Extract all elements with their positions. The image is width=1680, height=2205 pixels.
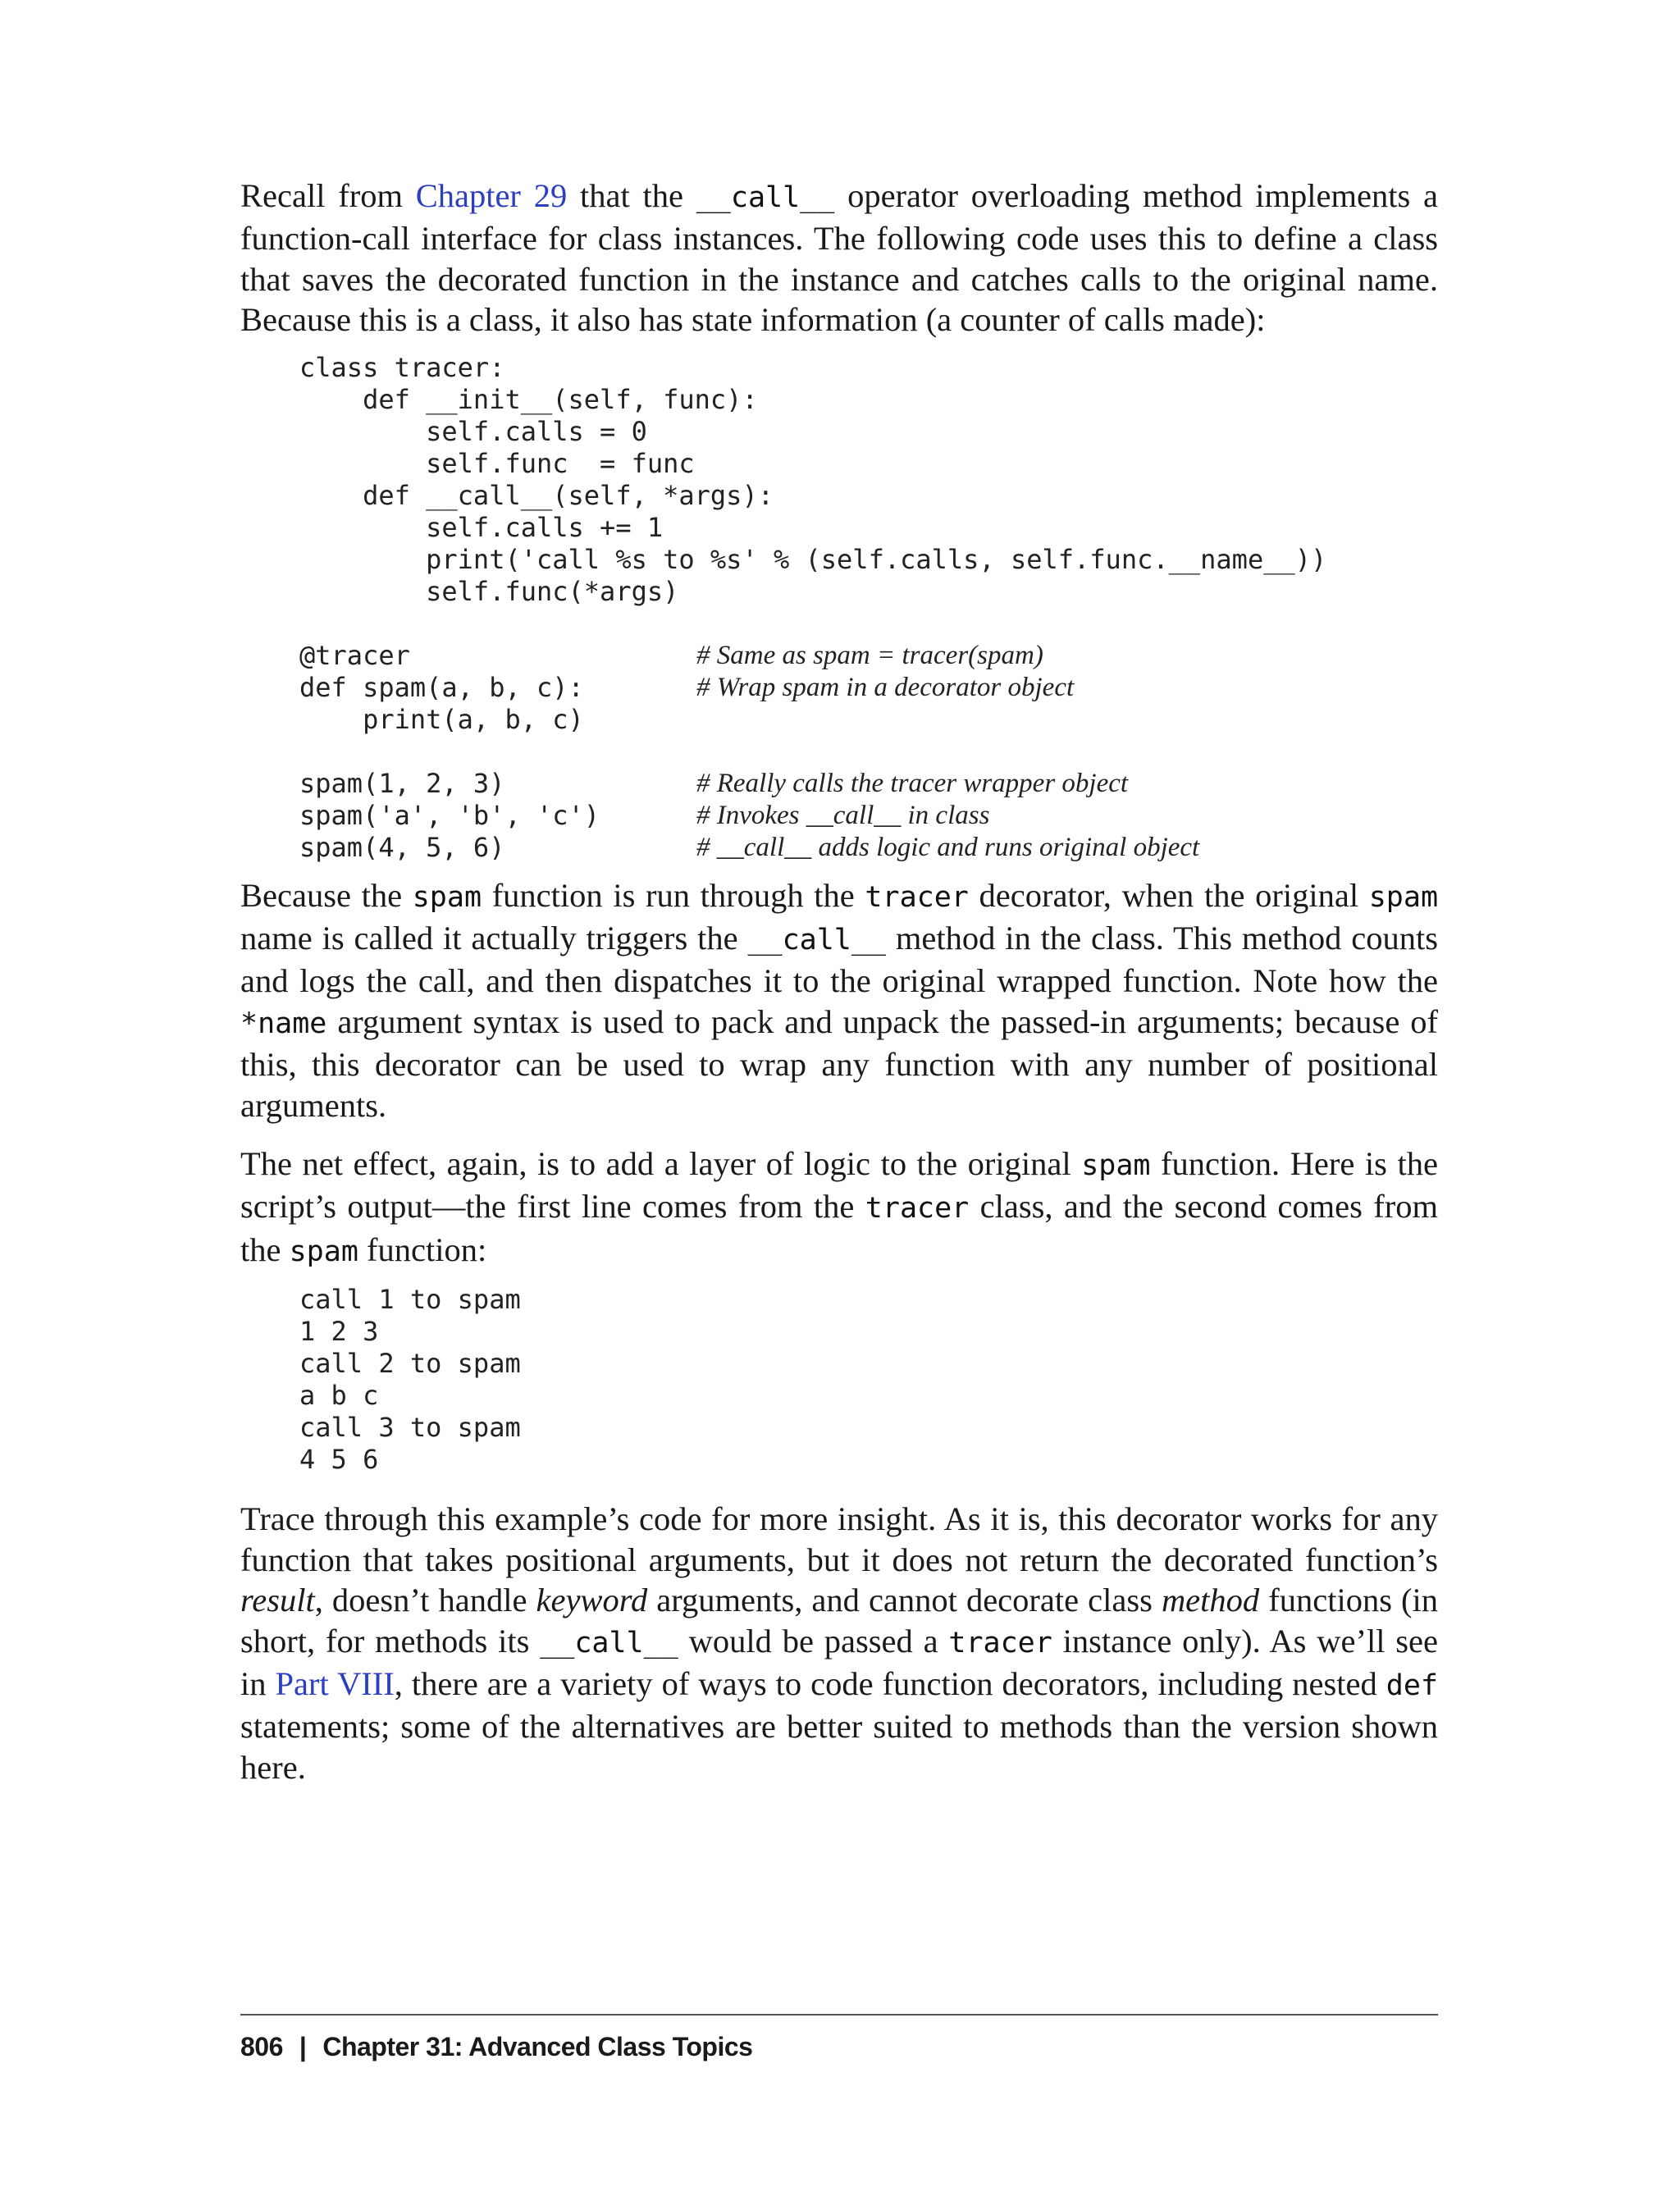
paragraph-explanation: Because the spam function is run through the tracer decorator, when the original spam name is called it actually triggers the __call__ method in the class. This method counts and logs the call, and then dispatches it to the original wrapped function. Note how the *name argument syntax is used to pack and unpack the passed-in arguments; because of this, this decorator can be used to wrap any function with any number of positional arguments. <box>240 876 1439 1124</box>
code-line <box>240 800 1438 832</box>
code-line <box>240 832 1438 864</box>
emphasis: keyword <box>536 1582 648 1619</box>
code-block-tracer-class: class tracer: def __init__(self, func): self.calls = 0 self.func = func def __call__(self, *args): self.calls += 1 print('call %s to %s' % (self.calls, self.func.__name__)) self.func(*args) <box>299 351 1327 607</box>
code-text: spam(4, 5, 6) <box>299 831 505 863</box>
chapter-29-link[interactable]: Chapter 29 <box>415 177 568 214</box>
text: Recall from <box>240 177 416 214</box>
paragraph-trace: Trace through this example’s code for more insight. As it is, this decorator works for any function that takes positional arguments, but it does not return the decorated function’s result, doesn’t handle keyword arguments, and cannot decorate class method functions (in short, for methods its __call__ would be passed a tracer instance only). As we’ll see in Part VIII, there are a variety of ways to code function decorators, including nested def statements; some of the alternatives are better suited to methods than the version shown here. <box>240 1500 1438 1786</box>
text: operator overloading method implements a function-call interface for class instances. The following code uses this to define a class that saves the decorated function in the instance and catches calls to the original name. Because this is a class, it also has state information (a counter of calls made): <box>240 177 1438 339</box>
emphasis: method <box>1161 1582 1260 1619</box>
code-text: def spam(a, b, c): <box>299 671 584 703</box>
code-comment: # __call__ adds logic and runs original object <box>696 832 1200 862</box>
paragraph-net-effect: The net effect, again, is to add a layer of logic to the original spam function. Here is the script’s output—the first line comes from the tracer class, and the second comes from the spam function: <box>240 1145 1438 1268</box>
inline-code: __call__ <box>540 1626 678 1659</box>
chapter-title: Chapter 31: Advanced Class Topics <box>322 2032 753 2061</box>
page-body <box>240 176 1438 1787</box>
inline-code: def <box>1386 1669 1438 1702</box>
code-comment: # Really calls the tracer wrapper object <box>696 768 1129 798</box>
code-comment: # Wrap spam in a decorator object <box>696 672 1075 702</box>
inline-code: spam <box>1081 1149 1151 1183</box>
intro-paragraph <box>240 176 1438 340</box>
inline-code: spam <box>412 880 482 914</box>
inline-code: __call__ <box>696 181 835 214</box>
code-line <box>240 736 1438 768</box>
code-line <box>240 640 1438 672</box>
inline-code: tracer <box>865 1192 970 1226</box>
page-footer <box>240 2014 1438 2062</box>
code-text: print(a, b, c) <box>299 703 584 735</box>
inline-code: *name <box>240 1007 327 1040</box>
inline-code: tracer <box>948 1626 1052 1659</box>
code-text: spam('a', 'b', 'c') <box>299 799 600 831</box>
code-block-spam-usage <box>240 640 1438 864</box>
footer-separator: | <box>299 2032 307 2061</box>
inline-code: spam <box>1368 880 1439 914</box>
page-number: 806 <box>240 2032 283 2061</box>
code-block-output: call 1 to spam 1 2 3 call 2 to spam a b c call 3 to spam 4 5 6 <box>299 1284 521 1476</box>
inline-code: __call__ <box>747 924 887 957</box>
code-comment: # Invokes __call__ in class <box>696 800 990 830</box>
emphasis: result <box>240 1582 315 1619</box>
code-line <box>240 704 1438 736</box>
code-text: @tracer <box>299 639 410 671</box>
part-viii-link[interactable]: Part VIII <box>275 1664 395 1702</box>
inline-code: spam <box>289 1235 358 1268</box>
code-comment: # Same as spam = tracer(spam) <box>696 640 1043 670</box>
code-text: spam(1, 2, 3) <box>299 767 505 799</box>
code-line <box>240 768 1438 800</box>
text: that the <box>567 177 696 214</box>
code-line <box>240 672 1438 704</box>
inline-code: tracer <box>865 880 969 914</box>
code-spacer <box>240 608 1438 640</box>
